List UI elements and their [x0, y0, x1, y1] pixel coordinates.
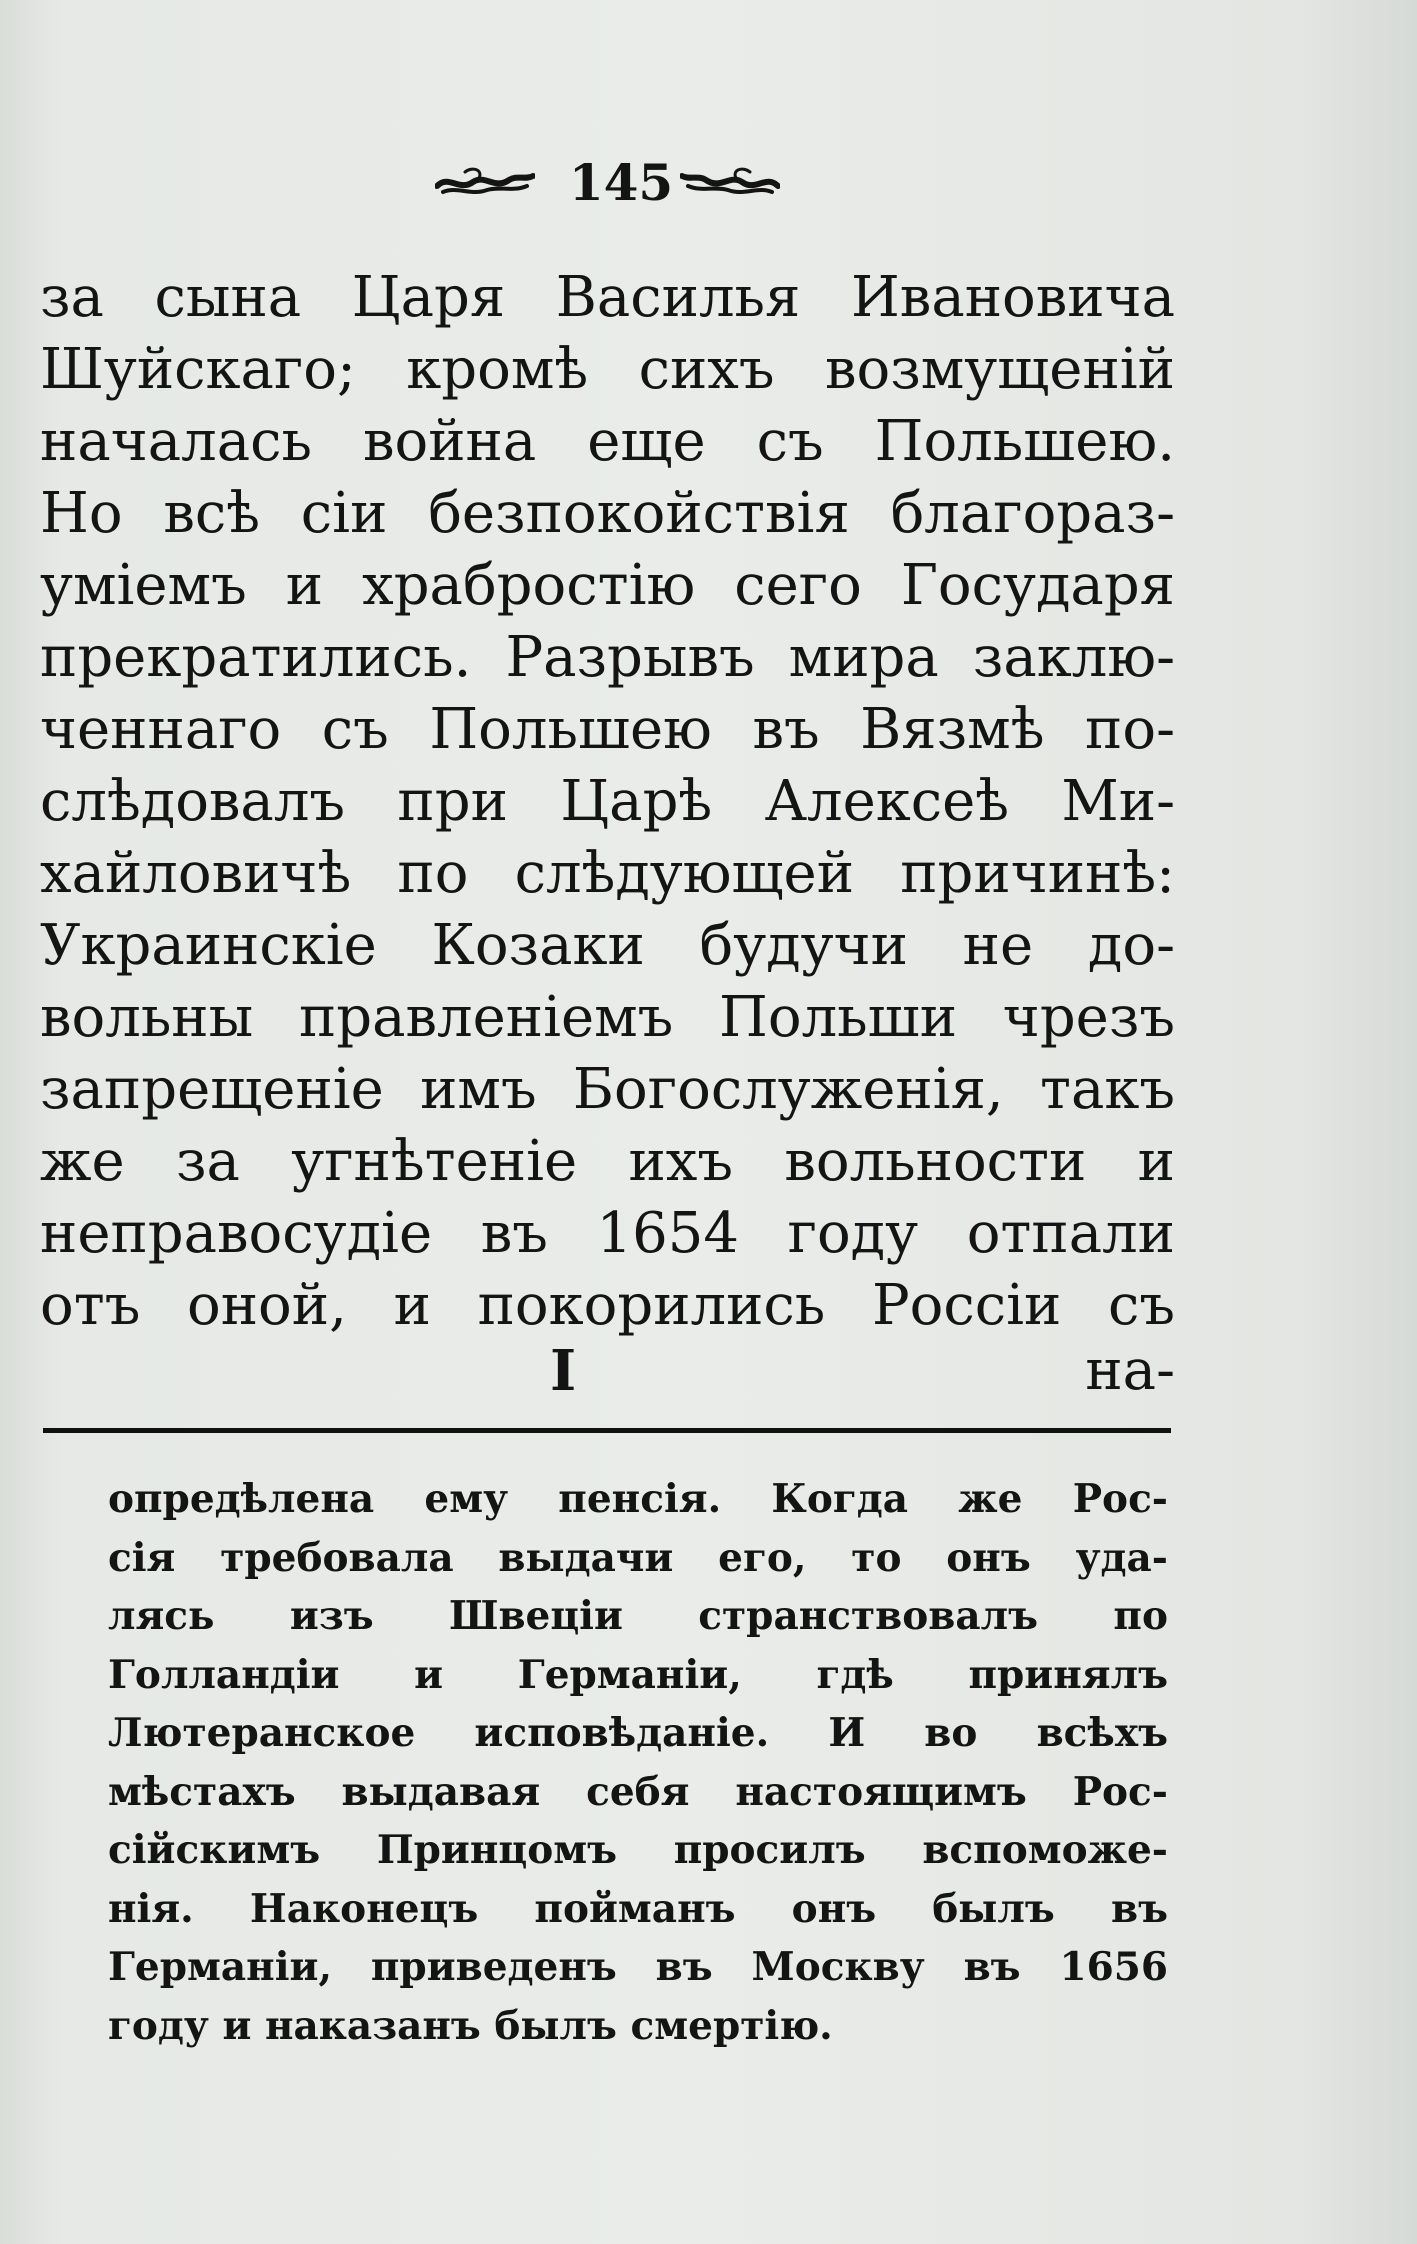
- footnote-line: году и наказанъ былъ смертiю.: [108, 2002, 833, 2049]
- page-number: 145: [568, 153, 674, 212]
- signature-mark: I: [550, 1338, 577, 1404]
- text-line: же за угнѣтенiе ихъ вольности и: [40, 1129, 1175, 1194]
- footnote-line: Германiи, приведенъ въ Москву въ 1656: [108, 1944, 1168, 1990]
- text-line: отъ оной, и покорились Россiи съ: [40, 1273, 1175, 1338]
- footnote-line: нiя. Наконецъ пойманъ онъ былъ въ: [108, 1885, 1168, 1932]
- text-line: Шуйскаго; кромѣ сихъ возмущенiй: [40, 337, 1175, 402]
- footnote-line: сiя требовала выдачи его, то онъ уда-: [108, 1534, 1168, 1581]
- text-line: хайловичѣ по слѣдующей причинѣ:: [40, 841, 1175, 906]
- footnote-line: сiйскимъ Принцомъ просилъ вспоможе-: [108, 1827, 1168, 1873]
- footnote-line: Лютеранское исповѣданiе. И во всѣхъ: [108, 1710, 1168, 1756]
- text-line: Но всѣ сiи безпокойствiя благораз-: [40, 481, 1175, 546]
- text-line: вольны правленiемъ Польши чрезъ: [40, 985, 1175, 1050]
- text-line: слѣдовалъ при Царѣ Алексеѣ Ми-: [40, 769, 1175, 834]
- text-line: умiемъ и храбростiю сего Государя: [40, 553, 1175, 618]
- footnote-line: мѣстахъ выдавая себя настоящимъ Рос-: [108, 1768, 1168, 1815]
- footnote-line: Голландiи и Германiи, гдѣ принялъ: [108, 1651, 1168, 1698]
- signature-line: [40, 1335, 1175, 1407]
- footnote-divider: [43, 1428, 1171, 1433]
- main-text: [40, 262, 1175, 1342]
- text-line: ченнаго съ Польшею въ Вязмѣ по-: [40, 697, 1175, 762]
- footnote-line: лясь изъ Швецiи странствовалъ по: [108, 1593, 1168, 1639]
- text-line: прекратились. Разрывъ мира заклю-: [40, 625, 1175, 690]
- text-line: Украинскiе Козаки будучи не до-: [40, 913, 1175, 978]
- catchword: на-: [1085, 1338, 1175, 1403]
- text-line: неправосудiе въ 1654 году отпали: [40, 1201, 1175, 1266]
- text-line: началась война еще съ Польшею.: [40, 409, 1175, 474]
- footnote-line: опредѣлена ему пенсiя. Когда же Рос-: [108, 1476, 1168, 1522]
- left-flourish-icon: [435, 162, 535, 202]
- right-flourish-icon: [680, 162, 780, 202]
- page-header: [0, 148, 1417, 228]
- text-line: запрещенiе имъ Богослуженiя, такъ: [40, 1057, 1175, 1122]
- footnote: [108, 1470, 1168, 2055]
- text-line: за сына Царя Василья Ивановича: [40, 265, 1175, 330]
